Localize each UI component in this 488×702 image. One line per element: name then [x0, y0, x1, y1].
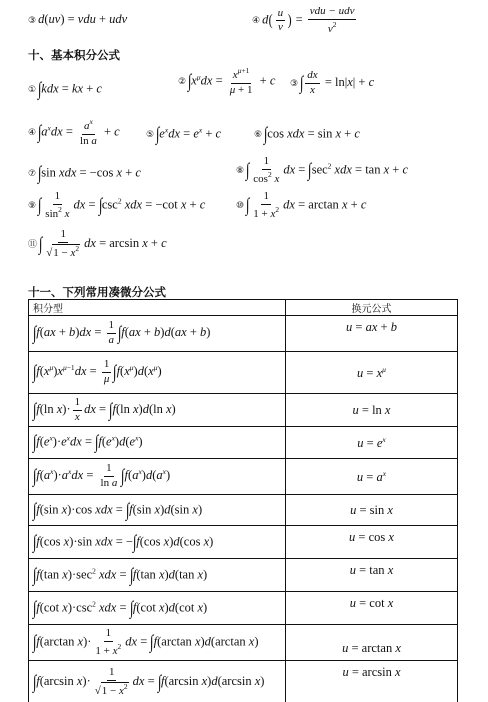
- table-row: [29, 592, 458, 625]
- table-header-row: [29, 300, 458, 316]
- integral-formula-8: ⑧∫ $\frac{1}{\cos^2 x}$ dx = $\int\sec^2$ xdx = tan x + c: [236, 155, 409, 185]
- formula-cell: ∫f(tan $x)\cdot\sec^2$ xdx = ∫f(tan x)d(tan x): [29, 559, 286, 592]
- table-row: [29, 625, 458, 661]
- substitution-cell: u = ln x: [286, 394, 458, 427]
- table-row: [29, 352, 458, 394]
- substitution-cell: u = cot x: [286, 592, 458, 625]
- substitution-table: [28, 299, 458, 702]
- derivative-item-4: ④ d( $\frac{u}{v}$ ) = $\frac{\text{vdu − udv}}{v^2}$: [252, 5, 355, 35]
- substitution-cell: u = arcsin x: [286, 661, 458, 702]
- section-10-title: 十、基本积分公式: [28, 48, 120, 62]
- integral-formula-4: $④\int a^xdx$ = $\frac{a^x}{\text{ln a}}$ + c: [28, 117, 120, 147]
- substitution-cell: u = ax + b: [286, 316, 458, 352]
- substitution-cell: u = tan x: [286, 559, 458, 592]
- section-11-title: 十一、下列常用凑微分公式: [28, 285, 166, 299]
- table-row: [29, 427, 458, 459]
- col-header-formula: 积分型: [29, 300, 286, 316]
- formula-cell: ∫f(ln x)· $\frac{1}{x}$ dx = ∫f(ln x)d(ln x): [29, 394, 286, 427]
- integral-formula-9: ⑨∫ $\frac{1}{\sin^2 x}$ dx = $\int\csc^2$ xdx = −cot x + c: [28, 190, 206, 220]
- substitution-cell: u = sin x: [286, 495, 458, 526]
- integral-formula-1: ①∫kdx = kx + c: [28, 79, 102, 100]
- table-row: [29, 526, 458, 559]
- integral-formula-5: $⑤\int e^xdx = e^x + c$: [146, 124, 222, 145]
- formula-cell: ∫f(arctan x)· $\frac{1}{1 + x^2}$ dx = ∫f(arctan x)d(arctan x): [29, 625, 286, 661]
- table-row: [29, 495, 458, 526]
- table-row: [29, 316, 458, 352]
- formula-cell: ∫f(arcsin x)· $\frac{1}{√1 - x^2}$ dx = ∫f(arcsin x)d(arcsin x): [29, 661, 286, 702]
- integral-formula-11: ⑪∫ $\frac{1}{√1 - x^2}$ dx = arcsin x + c: [28, 228, 167, 259]
- substitution-cell: u = arctan x: [286, 625, 458, 661]
- formula-cell: $\int f(x^\mu)x^{\mu-1}dx$ = $\frac{1}{\mu}$ $\int f(x^\mu)d(x^\mu)$: [29, 352, 286, 394]
- integral-formula-10: ⑩∫ $\frac{1}{1 + x^2}$ dx = arctan x + c: [236, 190, 367, 220]
- substitution-cell: $u = x^\mu$: [286, 352, 458, 394]
- substitution-cell: $u = e^x$: [286, 427, 458, 459]
- formula-cell: ∫f(cot $x)\cdot\csc^2$ xdx = ∫f(cot x)d(cot x): [29, 592, 286, 625]
- table-row: [29, 394, 458, 427]
- formula-cell: ∫f(sin x)·cos xdx = ∫f(sin x)d(sin x): [29, 495, 286, 526]
- formula-cell: ∫f(cos x)·sin xdx = −∫f(cos x)d(cos x): [29, 526, 286, 559]
- substitution-cell: $u = a^x$: [286, 459, 458, 495]
- integral-formula-2: $②\int x^\mu dx$ = $\frac{x^{\mu+1}}{\mu + 1}$ + c: [178, 66, 276, 96]
- formula-cell: $\int f(e^x)\cdot e^xdx = \int f(e^x)d(e^x)$: [29, 427, 286, 459]
- integral-formula-6: ⑥∫cos xdx = sin x + c: [254, 124, 360, 145]
- table-row: [29, 459, 458, 495]
- integral-formula-3: ③∫ $\frac{dx}{x}$ = ln|x| + c: [290, 69, 375, 96]
- table-row: [29, 559, 458, 592]
- col-header-substitution: 换元公式: [286, 300, 458, 316]
- integral-formula-7: ⑦∫sin xdx = −cos x + c: [28, 163, 141, 184]
- derivative-item-3: ③ d(uv) = vdu + udv: [28, 12, 128, 26]
- table-row: [29, 661, 458, 702]
- formula-cell: $\int f(a^x)\cdot a^xdx$ = $\frac{1}{\text{ln a}}$ $\int f(a^x)d(a^x)$: [29, 459, 286, 495]
- substitution-cell: u = cos x: [286, 526, 458, 559]
- formula-cell: ∫f(ax + b)dx = $\frac{1}{a}$ ∫f(ax + b)d(ax + b): [29, 316, 286, 352]
